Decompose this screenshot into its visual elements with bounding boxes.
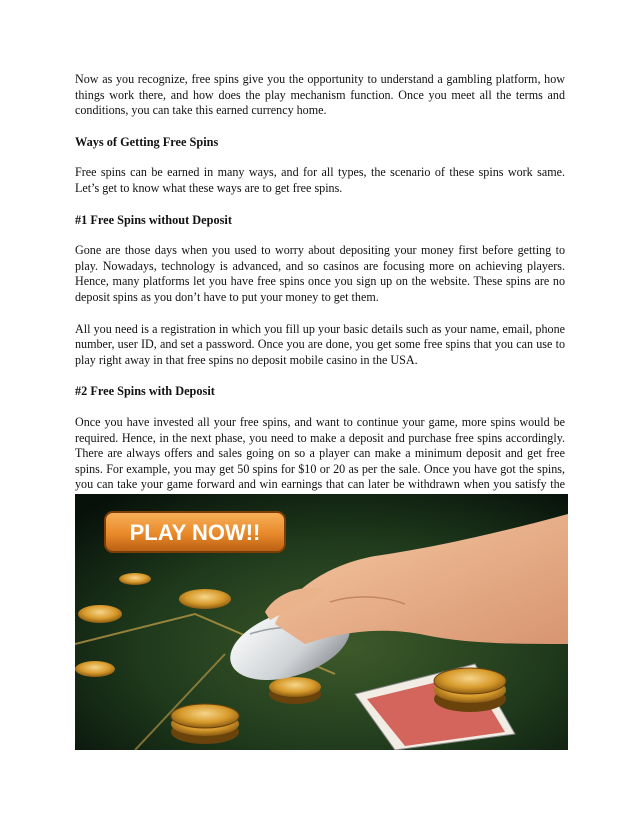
play-now-label: PLAY NOW!! — [129, 520, 261, 545]
chip-stack-front-left — [171, 704, 239, 744]
with-deposit-heading: #2 Free Spins with Deposit — [75, 384, 215, 399]
no-deposit-paragraph-2: All you need is a registration in which you fill up your basic details such as your name, email, phone number, user ID, and set a password. Once you are done, you get some free spins that you can use to play right away in that free spins no deposit mobile casino in the USA. — [75, 321, 565, 367]
play-now-button — [105, 512, 285, 552]
ways-heading: Ways of Getting Free Spins — [75, 134, 219, 149]
chip-stack-front-right — [434, 668, 506, 712]
chip-stack-mid — [269, 677, 321, 704]
with-deposit-paragraph: Once you have invested all your free spins, and want to continue your game, more spins would be required. Hence, in the next phase, you need to make a deposit and purchase free spins accordingly. There are always offers and sales going on so a player can make a minimum deposit and get free spins. For example, you may get 50 spins for $10 or 20 as per the sale. Once you have got the spins, you can take your game forward and win earnings that can later be withdrawn when you satisfy the — [75, 414, 565, 492]
casino-photo — [75, 494, 568, 750]
no-deposit-paragraph-1: Gone are those days when you used to worry about depositing your money first before getting to play. Nowadays, technology is advanced, and so casinos are focusing more on achieving players. Hence, many platforms let you have free spins once you sign up on the website. These spins are no deposit spins as you don’t have to put your money to get them. — [75, 243, 565, 304]
ways-paragraph: Free spins can be earned in many ways, and for all types, the scenario of these spins work same. Let’s get to know what these ways are to get free spins. — [75, 165, 565, 195]
intro-paragraph: Now as you recognize, free spins give you the opportunity to understand a gambling platform, how things work there, and how does the play mechanism function. Once you meet all the terms and conditions, you can take this earned currency home. — [75, 72, 565, 118]
no-deposit-heading: #1 Free Spins without Deposit — [75, 212, 232, 227]
article-body — [75, 72, 565, 524]
